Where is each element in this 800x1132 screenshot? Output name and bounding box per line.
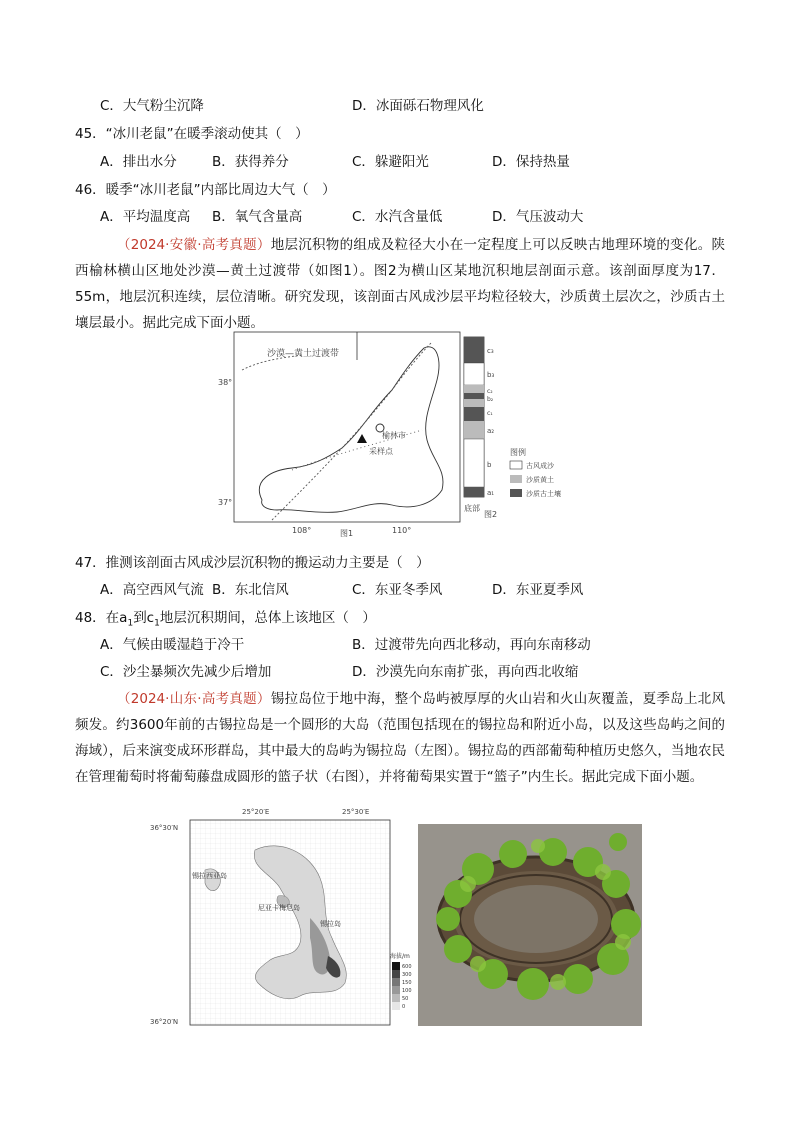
city-label: 榆林市 <box>382 431 406 440</box>
map-lat-bottom: 36°20′N <box>150 1018 179 1026</box>
island-west-label: 锡拉西亚岛 <box>192 872 227 880</box>
legend-item-loess: 沙质黄土 <box>526 476 554 484</box>
legend-300: 300 <box>402 972 412 978</box>
q46-stem: 46．暖季“冰川老鼠”内部比周边大气（ ） <box>75 182 336 198</box>
q48-option-b: B．过渡带先向西北移动，再向东南移动 <box>352 637 591 653</box>
passage-1-text: 地层沉积物的组成及粒径大小在一定程度上可以反映古地理环境的变化。陕西榆林横山区地处沙漠—黄土过渡带（如图1）。图2为横山区某地沉积地层剖面示意。该剖面厚度为17．55m，地层沉积连续，层位清晰。研究发现，该剖面古风成沙层平均粒径较大，沙质黄土层次之，沙质古土壤层最小。据此完成下面小题。 <box>75 237 725 331</box>
lat-bottom-tick: 37° <box>218 498 233 507</box>
q48-option-a: A．气候由暖湿趋于冷干 <box>100 637 245 653</box>
lon-left-label: 108° <box>292 526 312 535</box>
q45-option-c: C．躲避阳光 <box>352 154 429 170</box>
q44-option-d: D．冰面砾石物理风化 <box>352 98 484 114</box>
layer-label-b: b <box>487 461 492 469</box>
legend-item-paleosol: 沙质古土壤 <box>526 490 561 498</box>
zone-label: 沙漠—黄土过渡带 <box>267 349 340 359</box>
q45-option-a: A．排出水分 <box>100 154 177 170</box>
q46-option-d: D．气压波动大 <box>492 209 584 225</box>
legend-150: 150 <box>402 980 412 986</box>
column-base-label: 底部 <box>464 504 480 513</box>
layer-label-c2: c₂ <box>487 388 493 395</box>
q47-option-d: D．东亚夏季风 <box>492 582 584 598</box>
q45-stem: 45．“冰川老鼠”在暖季滚动使其（ ） <box>75 126 309 142</box>
santorini-map <box>150 808 415 1030</box>
site-label: 采样点 <box>369 447 393 456</box>
q44-option-c: C．大气粉尘沉降 <box>100 98 204 114</box>
q47-option-a: A．高空西风气流 <box>100 582 204 598</box>
lat-top-tick: 38° <box>218 378 233 387</box>
legend-600: 600 <box>402 964 412 970</box>
layer-label-a2: a₂ <box>487 427 495 435</box>
island-east-label: 锡拉岛 <box>320 920 341 928</box>
passage-1 <box>75 232 725 336</box>
q47-option-c: C．东亚冬季风 <box>352 582 443 598</box>
elevation-legend-title: 海拔/m <box>390 953 410 960</box>
q48-stem: 48．在$a_1$到$c_1$地层沉积期间，总体上该地区（ ） <box>75 610 376 629</box>
layer-label-a1: a₁ <box>487 489 495 497</box>
q48-option-d: D．沙漠先向东南扩张，再向西北收缩 <box>352 664 579 680</box>
legend-title: 图例 <box>510 448 526 457</box>
q46-option-a: A．平均温度高 <box>100 209 191 225</box>
q48-option-c: C．沙尘暴频次先减少后增加 <box>100 664 272 680</box>
source-tag-anhui: （2024·安徽·高考真题） <box>117 237 271 253</box>
figure-2-caption: 图2 <box>484 510 498 519</box>
q45-option-b: B．获得养分 <box>212 154 289 170</box>
q47-option-b: B．东北信风 <box>212 582 289 598</box>
vine-basket-photo <box>418 824 642 1026</box>
map-lon-right: 25°30′E <box>342 808 370 816</box>
figure-1-caption: 图1 <box>340 529 354 538</box>
legend-0: 0 <box>402 1004 406 1010</box>
island-center-label: 尼亚卡梅尼岛 <box>258 904 300 912</box>
layer-label-b3: b₃ <box>487 371 495 379</box>
legend-50: 50 <box>402 996 409 1002</box>
map-lon-left: 25°20′E <box>242 808 270 816</box>
map-lat-top: 36°30′N <box>150 824 179 832</box>
layer-label-c3: c₃ <box>487 347 494 355</box>
figure-2-column <box>462 335 582 520</box>
q47-stem: 47．推测该剖面古风成沙层沉积物的搬运动力主要是（ ） <box>75 555 430 571</box>
lon-right-label: 110° <box>392 526 412 535</box>
source-tag-shandong: （2024·山东·高考真题） <box>117 691 271 707</box>
q46-option-b: B．氧气含量高 <box>212 209 303 225</box>
legend-100: 100 <box>402 988 412 994</box>
layer-label-b2: b₂ <box>487 396 494 403</box>
passage-2 <box>75 686 725 790</box>
legend-item-sand: 古风成沙 <box>526 462 554 470</box>
q45-option-d: D．保持热量 <box>492 154 570 170</box>
layer-label-c1: c₁ <box>487 410 493 417</box>
q46-option-c: C．水汽含量低 <box>352 209 443 225</box>
figure-1-map <box>232 330 462 540</box>
passage-2-text: 锡拉岛位于地中海，整个岛屿被厚厚的火山岩和火山灰覆盖，夏季岛上北风频发。约3600年前的古锡拉岛是一个圆形的大岛（范围包括现在的锡拉岛和附近小岛，以及这些岛屿之间的海域），后来演变成环形群岛，其中最大的岛屿为锡拉岛（左图）。锡拉岛的西部葡萄种植历史悠久，当地农民在管理葡萄时将葡萄藤盘成圆形的篮子状（右图），并将葡萄果实置于“篮子”内生长。据此完成下面小题。 <box>75 691 725 785</box>
